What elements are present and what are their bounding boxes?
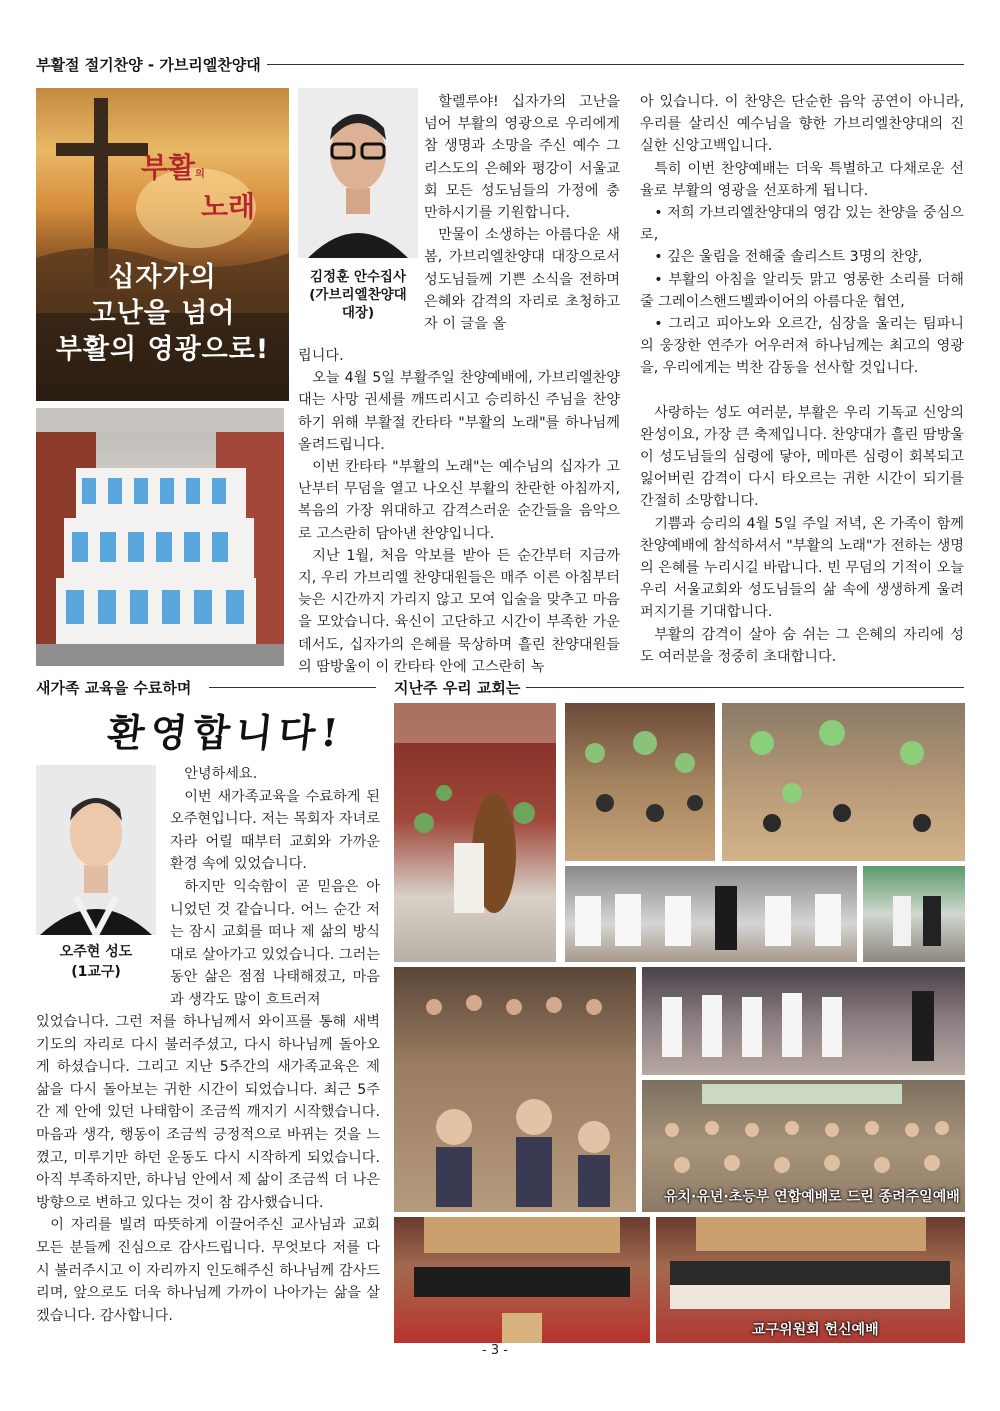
section-title: 부활절 절기찬양 - 가브리엘찬양대 [36,56,261,74]
photo-children-robes-worship [565,866,857,962]
article-bullet: • 깊은 울림을 전해줄 솔리스트 3명의 찬양, [654,249,923,266]
article-paragraph: 사랑하는 성도 여러분, 부활은 우리 기독교 신앙의 완성이요, 가장 큰 축제입니다. 찬양대가 흘린 땀방울이 성도님들의 심령에 닿아, 메마른 심령이 회복되고 잃어버린 감격이 다시 타오르는 귀한 시간이 되기를 간절히 소망합니다. [640,404,964,510]
welcome-paragraph: 이 자리를 빌려 따뜻하게 이끌어주신 교사님과 교회 모든 분들께 진심으로 감사드립니다. 무엇보다 저를 다시 불러주시고 이 자리까지 인도해주신 하나님께 감사드리며, 앞으로도 더욱 하나님께 가까이 나아가는 삶을 살겠습니다. 감사합니다. [36,1217,380,1324]
new-member-portrait-image [36,765,156,935]
welcome-title: 환영합니다! [105,710,347,755]
article-bullet: • 저희 가브리엘찬양대의 영감 있는 찬양을 중심으로, [640,205,964,244]
choir-photo-image [36,408,284,666]
photo-committee-worship [656,1217,965,1343]
article-bullet: • 그리고 피아노와 오르간, 심장을 울리는 팀파니의 웅장한 연주가 어우러져 하나님께는 최고의 영광을, 우리에게는 벅찬 감동을 선사할 것입니다. [640,316,964,377]
photo-children-seated [394,967,636,1212]
welcome-paragraph-continued: 있었습니다. 그런 저를 하나님께서 와이프를 통해 새벽기도의 자리로 다시 불러주셨고, 다시 하나님께 돌아오게 하셨습니다. 그리고 지난 5주간의 새가족교육은 제 삶을 다시 돌아보는 귀한 시간이 되었습니다. 최근 5주간 제 안에 있던 나태함이 조금씩 깨지기 시작했습니다. 마음과 생각, 행동이 조금씩 긍정적으로 바뀌는 것을 느꼈고, 미루기만 하던 운동도 다시 시작하게 되었습니다. 아직 부족하지만, 하나님 안에서 제 삶이 조금씩 더 나은 방향으로 변하고 있다는 것이 참 감사했습니다. [36,1014,380,1211]
joint-worship-caption: 유치·유년·초등부 연합예배로 드린 종려주일예배 [664,1189,960,1205]
photo-children-palm-2 [722,703,965,861]
photo-image [394,1217,650,1343]
photo-image [642,967,965,1075]
article-paragraph: 오늘 4월 5일 부활주일 찬양예배에, 가브리엘찬양대는 사망 권세를 깨뜨리시고 승리하신 주님을 찬양하기 위해 부활절 칸타타 "부활의 노래"를 하나님께 올려드립니다. [298,370,620,453]
header-rule [526,687,964,688]
photo-image [394,967,636,1212]
article-col1-top [424,91,620,335]
welcome-text-side [170,763,380,1012]
photo-image [565,703,715,861]
photo-joint-worship-group [642,1080,965,1212]
article-paragraph: 할렐루야! 십자가의 고난을 넘어 부활의 영광으로 우리에게 참 생명과 소망을 주신 예수 그리스도의 은혜와 평강이 서울교회 모든 성도님들의 가정에 충만하시기를 기원합니다. [424,94,620,222]
article-paragraph: 지난 1월, 처음 악보를 받아 든 순간부터 지금까지, 우리 가브리엘 찬양대원들은 매주 이른 아침부터 늦은 시간까지 가리지 않고 모여 입술을 맞추고 마음을 모았습니다. 육신이 고단하고 시간이 부족한 가운데서도, 십자가의 은혜를 묵상하며 흘린 찬양대원들의 땀방울이 이 칸타타 안에 고스란히 녹 [298,547,620,675]
page-number: - 3 - [482,1343,508,1358]
welcome-paragraph: 이번 새가족교육을 수료하게 된 오주현입니다. 저는 목회자 자녀로 자라 어릴 때부터 교회와 가까운 환경 속에 있었습니다. [170,788,380,873]
article-paragraph: 기쁨과 승리의 4월 5일 주일 저녁, 온 가족이 함께 찬양예배에 참석하셔서 "부활의 노래"가 전하는 생명의 은혜를 누리시길 바랍니다. 빈 무덤의 기적이 오늘 우리 서울교회와 성도님들의 삶 속에 생생하게 울려 퍼지기를 기대합니다. [640,515,964,621]
section-title: 지난주 우리 교회는 [394,679,521,697]
new-member-portrait [36,765,156,935]
photo-stage-small [863,866,965,962]
article-paragraph: 만물이 소생하는 아름다운 새봄, 가브리엘찬양대 대장으로서 성도님들께 기쁜 소식을 전하며 은혜와 감격의 자리로 초청하고자 이 글을 올 [424,227,620,333]
article-paragraph-continued: 아 있습니다. 이 찬양은 단순한 음악 공연이 아니라, 우리를 살리신 예수님을 향한 가브리엘찬양대의 진실한 신앙고백입니다. [640,94,964,155]
welcome-text-full [36,1011,380,1327]
section-header-easter-choir [36,54,964,75]
leader-name: 김정훈 안수집사 [310,269,406,285]
article-col1-bottom [298,345,620,678]
photo-robes-dance [642,967,965,1075]
poster-line-1: 십자가의 [108,262,217,293]
article-paragraph: 이번 칸타타 "부활의 노래"는 예수님의 십자가 고난부터 무덤을 열고 나오신 부활의 찬란한 아침까지, 복음의 가장 위대하고 감격스러운 순간들을 음악으로 고스란히 담아낸 찬양입니다. [298,459,620,542]
poster-line-2: 고난을 넘어 [89,298,236,329]
section-title: 새가족 교육을 수료하며 [36,679,192,697]
section-header-new-family [36,677,376,698]
poster-song-title: 부활의 노래 [141,151,256,223]
photo-sanctuary-choir [394,1217,650,1343]
photo-image [565,866,857,962]
new-member-caption [36,942,156,982]
choir-group-photo [36,408,284,666]
welcome-paragraph: 안녕하세요. [184,766,258,782]
article-col2 [640,91,964,668]
header-rule [209,687,376,688]
article-paragraph: 특히 이번 찬양예배는 더욱 특별하고 다채로운 선율로 부활의 영광을 선포하게 됩니다. [640,160,964,199]
photo-image [863,866,965,962]
new-member-group: (1교구) [71,964,121,980]
easter-poster [36,88,289,401]
leader-caption [298,268,418,322]
article-paragraph: 부활의 감격이 살아 숨 쉬는 그 은혜의 자리에 성도 여러분을 정중히 초대합니다. [640,626,964,665]
photo-children-palm-1 [565,703,715,861]
leader-role-1: (가브리엘찬양대 [309,287,407,303]
article-bullet: • 부활의 아침을 알리듯 맑고 영롱한 소리를 더해줄 그레이스핸드벨콰이어의 아름다운 협연, [640,271,964,310]
leader-portrait [298,88,418,258]
leader-portrait-image [298,88,418,258]
welcome-paragraph: 하지만 익숙함이 곧 믿음은 아니었던 것 같습니다. 어느 순간 저는 잠시 교회를 떠나 제 삶의 방식대로 살아가고 있었습니다. 그러는 동안 삶은 점점 나태해졌고, 마음과 생각도 많이 흐트러져 [170,878,380,1008]
photo-image [722,703,965,861]
photo-palm-sunday-procession [394,703,556,962]
new-member-name: 오주현 성도 [59,944,133,960]
committee-caption: 교구위원회 헌신예배 [752,1322,879,1338]
photo-image [394,703,556,962]
leader-role-2: 대장) [341,305,375,321]
poster-line-3: 부활의 영광으로! [55,334,270,365]
header-rule [267,64,964,65]
article-paragraph-continued: 립니다. [298,348,344,364]
section-header-last-week [394,677,964,698]
